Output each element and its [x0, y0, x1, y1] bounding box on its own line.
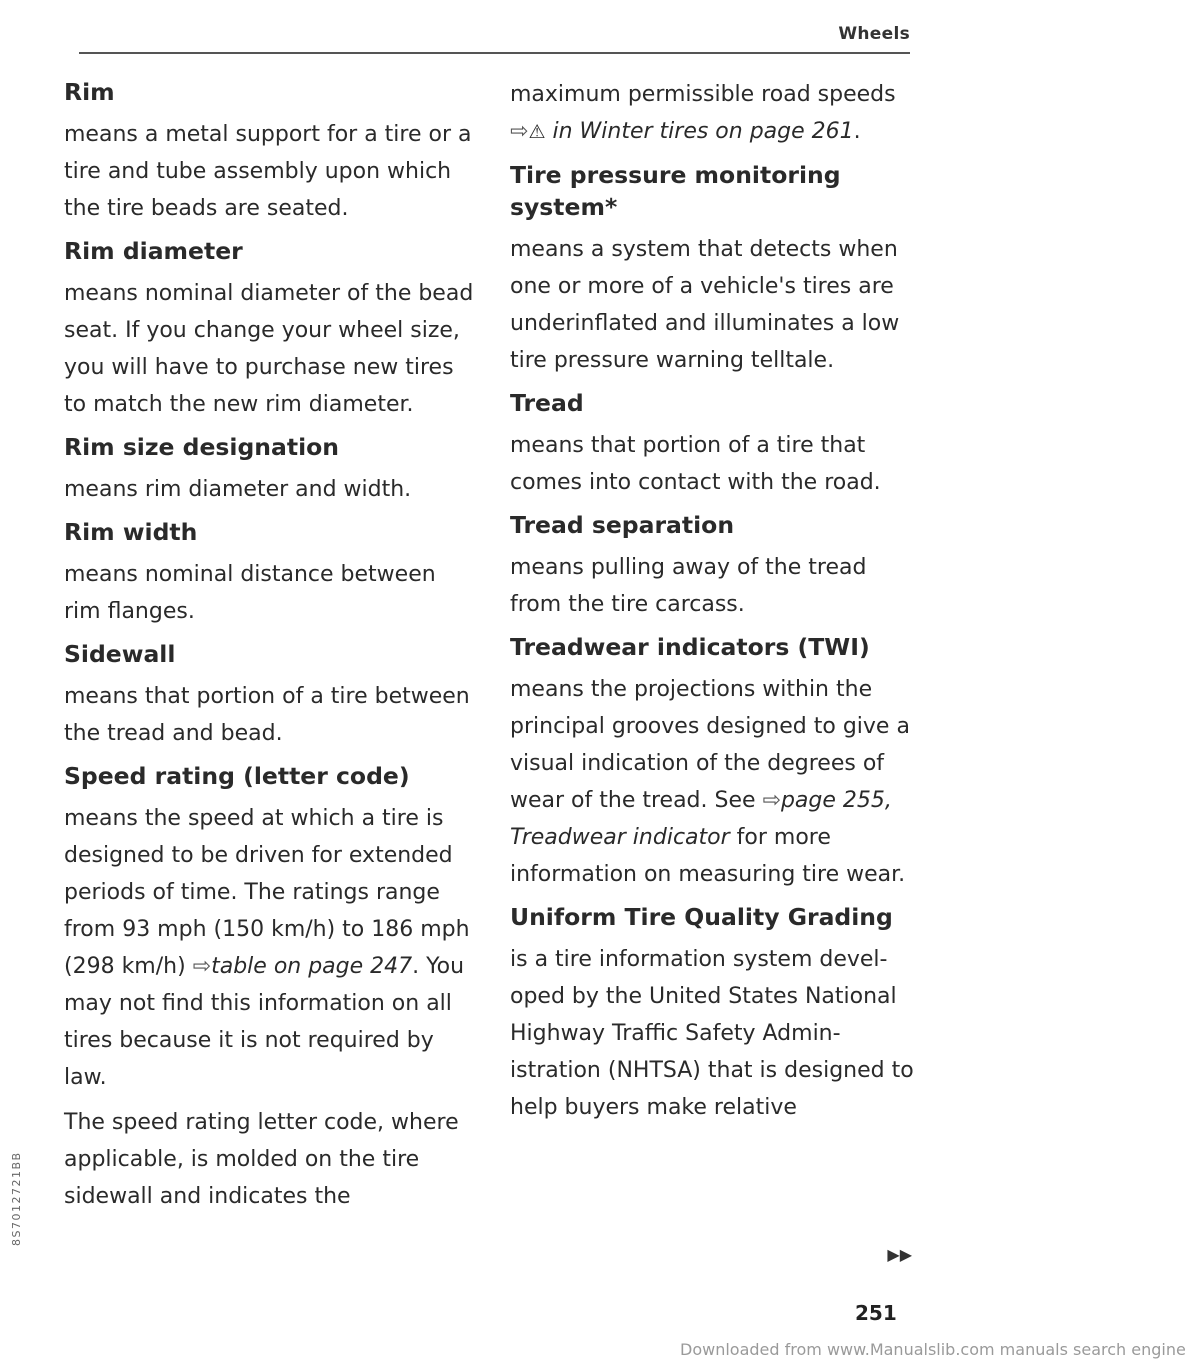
cross-reference-link[interactable]: table on page 247: [211, 954, 413, 979]
body-speed-rating-b: . You may not find this information on all tires because it is not required by law.: [64, 954, 465, 1090]
body-speed-rating-a: means the speed at which a tire is designed to be driven for extended periods of time. The ratings range from 93 mph (150 km/h) to 186 mph (298 km/h): [64, 806, 470, 979]
body-continued: [510, 76, 920, 151]
body-sidewall: means that portion of a tire between the tread and bead.: [64, 684, 470, 746]
heading-tire-pressure-monitoring: Tire pressure monitoring system*: [510, 161, 841, 221]
heading-rim-width: Rim width: [64, 518, 198, 546]
heading-sidewall: Sidewall: [64, 640, 176, 668]
left-column: [64, 76, 474, 1223]
body-rim: means a metal support for a tire or a tire and tube assembly upon which the tire beads are seated.: [64, 122, 472, 221]
heading-tread-separation: Tread separation: [510, 511, 735, 539]
heading-rim: Rim: [64, 78, 115, 106]
continue-arrow-icon: ▶▶: [887, 1245, 912, 1264]
body-continued-b: .: [853, 119, 861, 144]
cross-reference-link[interactable]: in Winter tires on page 261: [545, 119, 854, 144]
heading-treadwear-indicators: Treadwear indicators (TWI): [510, 633, 870, 661]
body-tire-pressure-monitoring: means a system that detects when one or more of a vehicle's tires are underinflated and illuminates a low tire pressure warning telltale.: [510, 237, 900, 373]
heading-rim-diameter: Rim diameter: [64, 237, 243, 265]
body-continued-a: maximum permissible road speeds: [510, 82, 896, 107]
body-uniform-tire-quality: is a tire information system developed by the United States National Highway Traffic Safety Administration (NHTSA) that is designed to help buyers make relative: [510, 947, 914, 1120]
cross-reference-link[interactable]: page 255, Treadwear indicator: [510, 788, 892, 850]
body-tread-separation: means pulling away of the tread from the tire carcass.: [510, 555, 867, 617]
section-title: Wheels: [838, 24, 910, 44]
body-rim-width: means nominal distance between rim flanges.: [64, 562, 436, 624]
arrow-right-icon: ⇨: [762, 788, 781, 813]
body-treadwear-b: for more information on measuring tire wear.: [510, 825, 906, 887]
page-number: 251: [855, 1301, 897, 1325]
heading-rim-size-designation: Rim size designation: [64, 433, 340, 461]
warning-triangle-icon: ⚠: [528, 121, 546, 143]
heading-uniform-tire-quality: Uniform Tire Quality Grading: [510, 903, 893, 931]
body-rim-diameter: means nominal diameter of the bead seat. If you change your wheel size, you will have to purchase new tires to match the new rim diameter.: [64, 281, 474, 417]
body-treadwear-a: means the projections within the principal grooves designed to give a visual indication of the degrees of wear of the tread. See: [510, 677, 910, 813]
watermark: Downloaded from www.Manualslib.com manuals search engine: [680, 1340, 1186, 1359]
document-code: 8S7012721BB: [10, 1151, 23, 1246]
heading-speed-rating: Speed rating (letter code): [64, 762, 410, 790]
body-rim-size-designation: means rim diameter and width.: [64, 477, 412, 502]
body-speed-rating-letter-code: The speed rating letter code, where applicable, is molded on the tire sidewall and indicates the: [64, 1110, 459, 1209]
body-treadwear-indicators: [510, 671, 920, 893]
body-tread: means that portion of a tire that comes into contact with the road.: [510, 433, 881, 495]
right-column: [510, 76, 920, 1134]
arrow-right-icon: ⇨: [510, 119, 529, 144]
header-rule: [79, 52, 910, 54]
arrow-right-icon: ⇨: [192, 954, 212, 979]
body-speed-rating: [64, 800, 474, 1096]
heading-tread: Tread: [510, 389, 584, 417]
